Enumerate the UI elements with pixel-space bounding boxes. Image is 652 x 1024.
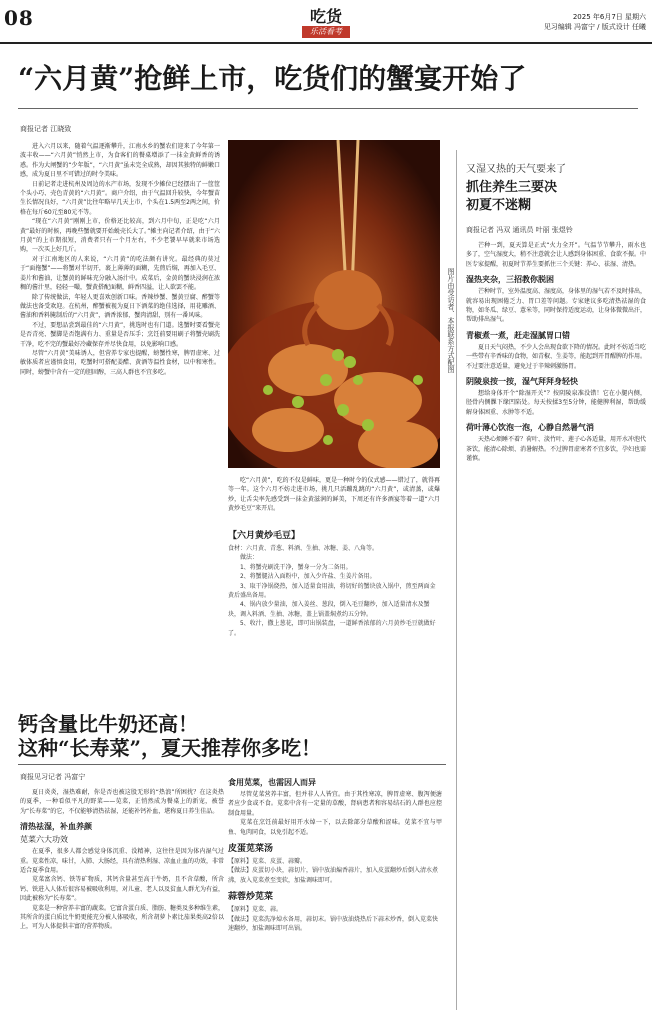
date-line: 2025 年6月7日 星期六	[572, 13, 646, 21]
sidebar-section-text: 想给身体开个“除湿开关”？按阴陵泉准没错！它在小腿内侧，胫骨内侧髁下缘凹陷处。每天按揉3至5分钟，能健脾利湿，帮助缓解身体困重、水肿等不适。	[466, 390, 646, 416]
sidebar-article	[466, 160, 646, 1020]
amaranth-recipe-body	[228, 905, 442, 933]
photo-caption: 图片由受访者、本报联系方式配图	[447, 268, 455, 373]
masthead-meta	[544, 12, 646, 32]
lead-reporter: 商报记者 江晓致	[20, 125, 72, 133]
page-number: 08	[4, 6, 34, 30]
crab-dish-photo	[228, 140, 440, 468]
second-section1-body	[20, 847, 224, 932]
paragraph: 苋菜在烹饪前最好用开水焯一下，以去除部分草酸和涩味。苋菜不宜与甲鱼、龟肉同食，以免引起不适。	[228, 819, 442, 836]
recipe-step: 5、收汁，撒上葱花，即可出锅装盘，一道鲜香浓郁的六月黄炒毛豆就做好了。	[228, 620, 436, 637]
second-headline-line2: 这种“长寿菜”，夏天推荐你多吃！	[18, 736, 322, 760]
recipe-ingredients: 【原料】苋菜、蒜。	[228, 906, 283, 914]
sidebar-title-line1: 抓住养生三要决	[466, 180, 558, 195]
recipe-method: 【做法】苋菜洗净焯水备用，蒜切末。锅中放油烧热后下蒜末炒香，倒入苋菜快速翻炒，加盐调味即可出锅。	[228, 915, 439, 933]
amaranth-recipe-body	[228, 857, 442, 885]
sidebar-title-line2: 初夏不迷糊	[466, 198, 532, 213]
sidebar-section-text: 夏日天气闷热，不少人会出现食欲下降的情况。此时不妨适当吃一些带有辛香味的食物，如青椒、生姜等，能起到开胃醒脾的作用。不过要注意适量，避免过于辛辣刺激肠胃。	[466, 343, 646, 370]
paragraph: 不过，要想品尝到最佳的“六月黄”，挑选时也有门道。选蟹时要看蟹壳是否青亮、蟹脚是否饱满有力、重量是否压手；烹饪前要用刷子将蟹壳刷洗干净，吃不完的蟹最好冷藏保存并尽快食用，以免影响口感。	[20, 321, 220, 348]
sidebar-section-title: 荷叶薄心饮泡一泡，心静自然暑气消	[466, 423, 594, 433]
section-badge: 乐活看考	[302, 26, 350, 38]
paragraph: 日前记者走进杭州及周边的水产市场，发现不少摊位已经摆出了一筐筐个头小巧、壳色青黄的“六月黄”。商户介绍，由于气温回升较快，今年蟹苗生长情况良好，“六月黄”比往年略早几天上市，个头在1.5两至2两之间，价格在每斤60元至80元不等。	[20, 180, 220, 216]
second-reporter: 商报见习记者 冯富宁	[20, 773, 86, 781]
sidebar-section-title: 阴陵泉按一按，湿气拜拜身轻快	[466, 377, 578, 387]
recipe-ingredients: 【原料】苋菜、皮蛋、蒜瓣。	[228, 858, 307, 866]
paragraph: 苋菜是一种营养丰富的蔬菜。它富含蛋白质、脂肪、糖类及多种维生素，其所含的蛋白质比牛奶更能充分被人体吸收，所含胡萝卜素比茄果类高2倍以上，可为人体提供丰富的营养物质。	[20, 904, 224, 931]
recipe-method-label: 做法：	[240, 554, 259, 562]
second-section2-body	[228, 790, 442, 837]
second-section2-title: 食用苋菜，也需因人而异	[228, 778, 316, 787]
editors-line: 见习编辑 冯富宁 / 版式设计 任曦	[543, 23, 646, 31]
sidebar-section-text: 天热心烦睡不着？荷叶、淡竹叶、莲子心各适量，用开水冲泡代茶饮，能清心除烦、消暑解热。不过脾胃虚寒者不宜多饮，孕妇也需谨慎。	[466, 436, 646, 463]
second-headline	[18, 712, 446, 760]
column-divider	[456, 150, 457, 1010]
lead-headline: “六月黄”抢鲜上市，吃货们的蟹宴开始了	[18, 62, 527, 95]
second-intro: 夏日炎炎，湿热难耐，你是否也被这股无形的“热浪”所困扰？在这炎热的夏季，一种看似平凡的野菜——苋菜，正悄然成为餐桌上的新宠，被誉为“长寿菜”的它，不仅能够清热祛湿，还能补钙补血，堪称夏日养生佳品。	[20, 789, 224, 815]
section-title: 吃货	[309, 7, 342, 26]
recipe-step: 1、将蟹壳刷洗干净，蟹身一分为二备用。	[240, 563, 352, 571]
paragraph: 除了传统做法，年轻人更喜欢创新口味。香辣炒蟹、蟹黄豆腐、醉蟹等做法也备受欢迎。在杭州，醉蟹被视为夏日下酒菜的绝佳选择，用花雕酒、酱油和香料腌制后的“六月黄”，酒香浓郁，蟹肉清甜，别有一番风味。	[20, 293, 220, 320]
amaranth-recipe-title: 蒜蓉炒苋菜	[228, 892, 274, 903]
recipe-step: 3、取干净锅烧热，加入适量食用油，将切好的蟹块放入锅中，煎至两面金黄后盛出备用。	[228, 582, 436, 600]
sidebar-section-text: 芒种时节，室外温度高、湿度高，身体里的湿气若不及时排出，就容易出现困倦乏力、胃口差等问题。专家建议多吃清热祛湿的食物，如冬瓜、绿豆、薏米等，同时保持适度运动，让身体微微出汗，帮助排出湿气。	[466, 288, 646, 324]
paragraph: 在夏季，很多人都会感觉身体沉重、没精神，这往往是因为体内湿气过重。苋菜性凉，味甘，入肺、大肠经，具有清热利湿、凉血止血的功效，非常适合夏季食用。	[20, 848, 224, 875]
second-section1-sub: 苋菜六大功效	[20, 835, 68, 845]
recipe-step: 4、锅内放少量油，加入姜丝、葱段，倒入毛豆翻炒，加入适量清水及蟹块，调入料酒、生抽、冰糖，盖上锅盖焖煮约五分钟。	[228, 601, 430, 618]
sidebar-reporter: 商报记者 冯双 通讯员 叶丽 张煜铃	[466, 226, 573, 234]
paragraph: 尽管苋菜营养丰富，但并非人人皆宜。由于其性寒凉，脾胃虚寒、腹泻便溏者应少食或不食。苋菜中含有一定量的草酸，肾病患者和容易结石的人群也应控制食用量。	[228, 791, 442, 817]
paragraph: “现在“六月黄”刚刚上市，价格还比较高，到六月中旬，正是吃“六月黄”最好的时候，再晚些蟹就要开始蜕壳长大了。”摊主向记者介绍，由于“六月黄”的上市期很短，消费者只有一个月左右，不少老饕早早就来市场选购，一次买上好几斤。	[20, 218, 220, 254]
recipe-body	[228, 544, 440, 638]
paragraph: 进入六月以来，随着气温逐渐攀升，江南水乡的蟹农们迎来了今年第一波丰收——“六月黄”悄然上市，为食客们的餐桌增添了一抹金黄鲜香的诱惑。作为大闸蟹的“少年版”，“六月黄”虽未完全成熟，却因其独特的鲜嫩口感，成为夏日里不可错过的时令美味。	[20, 143, 220, 179]
recipe-method: 【做法】皮蛋切小块，蒜切片，锅中放油煸香蒜片，加入皮蛋翻炒后倒入清水煮沸，放入苋菜煮至变软，加盐调味即可。	[228, 867, 439, 884]
headline-rule	[18, 108, 638, 109]
second-headline-rule	[18, 764, 446, 765]
paragraph: 尽管“六月黄”美味诱人，但营养专家也提醒，螃蟹性寒，脾胃虚寒、过敏体质者应谨慎食用，吃蟹时可搭配姜醋、黄酒等温性食材，以中和寒性。同时，螃蟹中含有一定的胆固醇，三高人群也不宜多吃。	[20, 349, 220, 376]
amaranth-recipe-title: 皮蛋苋菜汤	[228, 844, 274, 855]
recipe-title: 【六月黄炒毛豆】	[228, 531, 301, 541]
sidebar-kicker: 又湿又热的天气要来了	[466, 164, 566, 175]
paragraph: 吃“六月黄”，吃的不仅是鲜味，更是一种时令的仪式感——错过了，就得再等一年。这个六月不妨走进市场，挑几只活蹦乱跳的“六月黄”，或清蒸，或爆炒，让舌尖率先感受到一抹金黄滋润的鲜美，下周还有许多酒宴等着一道“六月黄炒毛豆”来开启。	[228, 477, 440, 513]
crab-recipe	[228, 524, 440, 704]
second-section1-title: 清热祛湿，补血养颜	[20, 822, 92, 832]
sidebar-intro: 芒种一到，夏天算是正式“火力全开”。气温节节攀升，雨水也多了，空气湿度大，稍不注意就会让人感到身体困重、食欲不振。中医专家提醒，初夏时节养生要抓住三个关键：养心、祛湿、清热。	[466, 242, 646, 268]
paragraph: 苋菜富含钙、铁等矿物质，其钙含量甚至高于牛奶，且不含草酸，所含钙、铁进入人体后很容易被吸收利用，对儿童、老人以及贫血人群尤为有益，因此被称为“长寿菜”。	[20, 876, 224, 903]
paragraph: 对于江南地区的人来说，“六月黄”的吃法颇有讲究。最经典的莫过于“面拖蟹”——将蟹对半切开，裹上薄薄的面糊，先煎后焖，再加入毛豆、姜片和酱油，让蟹黄的鲜味充分融入汤汁中。成菜后，金黄的蟹块浸润在浓稠的酱汁里，轻轻一嘬，蟹黄搭配面糊，鲜香四溢，让人欲罢不能。	[20, 255, 220, 292]
lead-body-col2	[228, 476, 440, 520]
lead-body-col1	[20, 142, 220, 702]
header-rule	[0, 42, 652, 44]
second-body-col1	[20, 772, 224, 1020]
sidebar-section-title: 湿热夹杂，三招教你脱困	[466, 275, 554, 285]
recipe-ingredients: 食材：六月黄、青葱、料酒、生抽、冰糖、姜、八角等。	[228, 545, 379, 552]
second-body-col2	[228, 772, 442, 1020]
crab-photo-illustration	[228, 140, 440, 468]
second-headline-line1: 钙含量比牛奶还高！	[18, 712, 198, 736]
sidebar-section-title: 青椒煮一煮，赶走湿腻胃口错	[466, 330, 570, 340]
recipe-step: 2、将蟹腿沾入面粉中，加入少许盐、生姜片备用。	[240, 573, 376, 581]
